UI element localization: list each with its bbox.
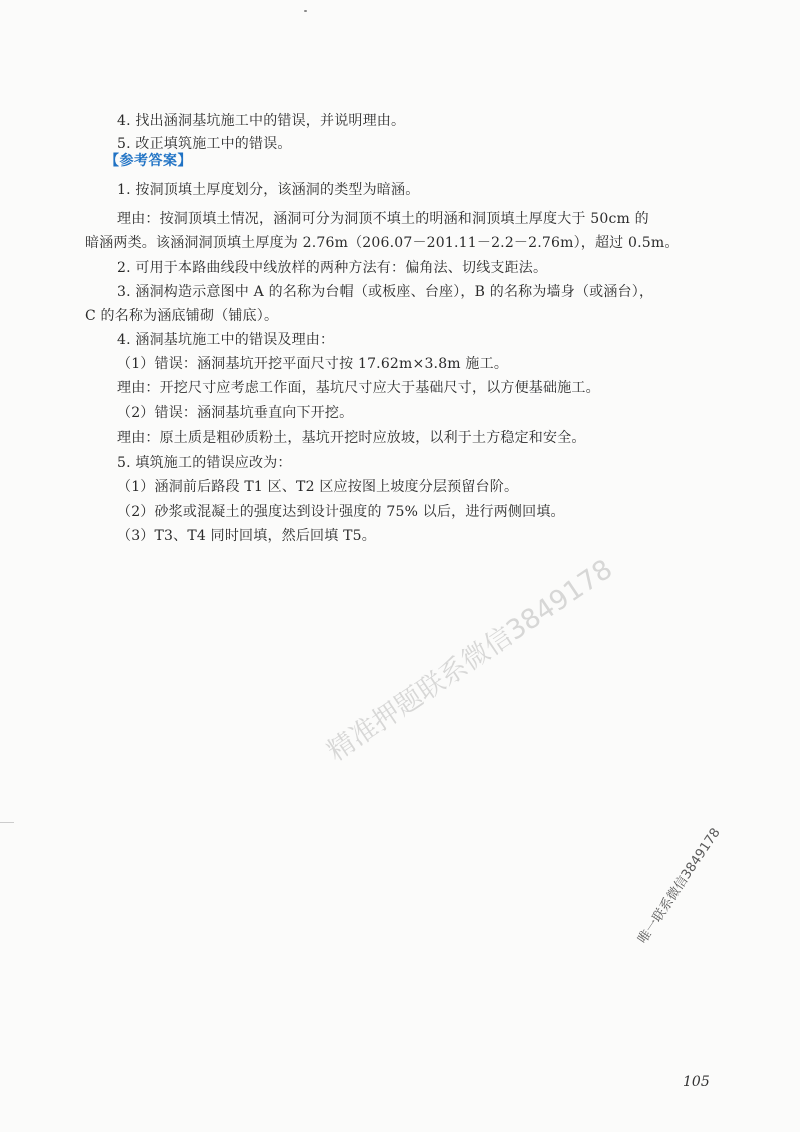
answer-line: 理由：按洞顶填土情况，涵洞可分为洞顶不填土的明涵和洞顶填土厚度大于 50cm 的 [117,211,649,227]
question-4: 4. 找出涵洞基坑施工中的错误，并说明理由。 [117,113,406,129]
answer-line: （3）T3、T4 同时回填，然后回填 T5。 [117,528,376,544]
answer-line: 3. 涵洞构造示意图中 A 的名称为台帽（或板座、台座），B 的名称为墙身（或涵台）， [117,284,654,300]
answer-line: 4. 涵洞基坑施工中的错误及理由： [117,332,335,348]
scan-edge-mark [0,822,14,823]
answer-line: 暗涵两类。该涵洞洞顶填土厚度为 2.76m（206.07－201.11－2.2－2.76m），超过 0.5m。 [85,235,679,251]
watermark-center: 精准押题联系微信3849178 [321,553,619,768]
answer-line: （1）错误：涵洞基坑开挖平面尺寸按 17.62m×3.8m 施工。 [117,356,509,372]
answer-line: （1）涵洞前后路段 T1 区、T2 区应按图上坡度分层预留台阶。 [117,479,519,495]
answer-line: （2）错误：涵洞基坑垂直向下开挖。 [117,405,354,421]
answer-line: C 的名称为涵底铺砌（铺底）。 [85,308,279,324]
question-5: 5. 改正填筑施工中的错误。 [117,136,292,152]
answer-line: 理由：开挖尺寸应考虑工作面，基坑尺寸应大于基础尺寸，以方便基础施工。 [117,380,600,396]
answer-line: （2）砂浆或混凝土的强度达到设计强度的 75% 以后，进行两侧回填。 [117,504,565,520]
answer-line: 1. 按洞顶填土厚度划分，该涵洞的类型为暗涵。 [117,182,420,198]
answer-heading: 【参考答案】 [105,153,192,169]
answer-line: 理由：原土质是粗砂质粉土，基坑开挖时应放坡，以利于土方稳定和安全。 [117,430,586,446]
answer-line: 2. 可用于本路曲线段中线放样的两种方法有：偏角法、切线支距法。 [117,260,548,276]
scan-speck [304,10,307,12]
watermark-lower-right: 唯一联系微信3849178 [635,825,724,947]
answer-line: 5. 填筑施工的错误应改为： [117,455,292,471]
page-number: 105 [683,1074,710,1090]
